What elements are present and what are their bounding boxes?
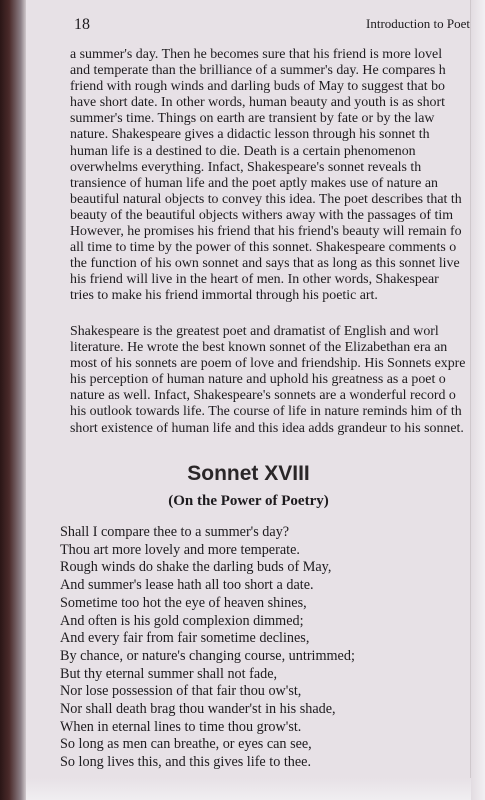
- paragraph-line: his friend will live in the heart of men. In other words, Shakespear: [70, 272, 439, 288]
- paragraph-line: literature. He wrote the best known sonnet of the Elizabethan era an: [70, 340, 448, 356]
- poem-line: But thy eternal summer shall not fade,: [60, 665, 278, 682]
- paragraph-line: his perception of human nature and uphold his greatness as a poet o: [70, 372, 446, 388]
- paragraph-line: tries to make his friend immortal through his poetic art.: [70, 288, 378, 304]
- poem-line: Thou art more lovely and more temperate.: [60, 541, 300, 558]
- page-number: 18: [74, 16, 90, 33]
- poem-line: And summer's lease hath all too short a date.: [60, 577, 314, 594]
- paragraph-line: nature as well. Infact, Shakespeare's sonnets are a wonderful record o: [70, 388, 456, 404]
- poem-line: So long lives this, and this gives life to thee.: [60, 754, 312, 771]
- running-head: Introduction to Poet: [366, 16, 470, 31]
- paragraph-line: human life is a destined to die. Death is a certain phenomenon: [70, 143, 416, 159]
- poem-line: Sometime too hot the eye of heaven shines,: [60, 594, 307, 611]
- paragraph-analysis: [70, 47, 469, 305]
- poem-line: So long as men can breathe, or eyes can see,: [60, 736, 312, 753]
- sonnet-title: Sonnet XVIII: [187, 462, 310, 485]
- paragraph-line: Shakespeare is the greatest poet and dramatist of English and worl: [70, 324, 439, 339]
- paragraph-line: his outlook towards life. The course of life in nature reminds him of th: [70, 404, 462, 420]
- paragraph-line: the function of his own sonnet and says that as long as this sonnet live: [70, 256, 460, 272]
- paragraph-line: beautiful natural objects to convey this idea. The poet describes that th: [70, 191, 462, 207]
- paragraph-line: overwhelms everything. Infact, Shakespeare's sonnet reveals th: [70, 159, 422, 175]
- paragraph-line: have short date. In other words, human beauty and youth is as short: [70, 95, 445, 111]
- poem-line: And every fair from fair sometime declines,: [60, 630, 310, 647]
- page-bottom-margin: [26, 778, 471, 800]
- next-page-edge: [470, 0, 485, 800]
- paragraph-line: friend with rough winds and darling buds of May to suggest that bo: [70, 79, 445, 95]
- paragraph-line: all time to time by the power of this sonnet. Shakespeare comments o: [70, 240, 457, 256]
- poem-line: By chance, or nature's changing course, untrimmed;: [60, 647, 355, 664]
- poem-line: And often is his gold complexion dimmed;: [60, 612, 304, 629]
- paragraph-line: and temperate than the brilliance of a summer's day. He compares h: [70, 63, 446, 79]
- book-page: [26, 0, 471, 800]
- paragraph-line: nature. Shakespeare gives a didactic lesson through his sonnet th: [70, 127, 430, 143]
- paragraph-line: summer's time. Things on earth are transient by fate or by the law: [70, 111, 435, 127]
- poem-line: Nor lose possession of that fair thou ow'st,: [60, 683, 302, 700]
- poem-line: Shall I compare thee to a summer's day?: [60, 524, 290, 540]
- paragraph-line: short existence of human life and this idea adds grandeur to his sonnet.: [70, 420, 464, 436]
- poem-line: Nor shall death brag thou wander'st in his shade,: [60, 701, 336, 718]
- paragraph-line: a summer's day. Then he becomes sure that his friend is more lovel: [70, 47, 443, 62]
- paragraph-line: most of his sonnets are poem of love and friendship. His Sonnets expre: [70, 356, 466, 372]
- paragraph-line: transience of human life and the poet aptly makes use of nature an: [70, 175, 438, 191]
- poem-line: When in eternal lines to time thou grow'st.: [60, 718, 302, 735]
- poem-line: Rough winds do shake the darling buds of May,: [60, 559, 332, 576]
- sonnet-subtitle: (On the Power of Poetry): [168, 493, 329, 509]
- paragraph-about-shakespeare: [70, 324, 469, 437]
- sonnet-text: [60, 524, 470, 772]
- book-spine-shadow: [0, 0, 26, 800]
- paragraph-line: However, he promises his friend that his friend's beauty will remain fo: [70, 224, 462, 240]
- paragraph-line: beauty of the beautiful objects withers away with the passages of tim: [70, 207, 454, 223]
